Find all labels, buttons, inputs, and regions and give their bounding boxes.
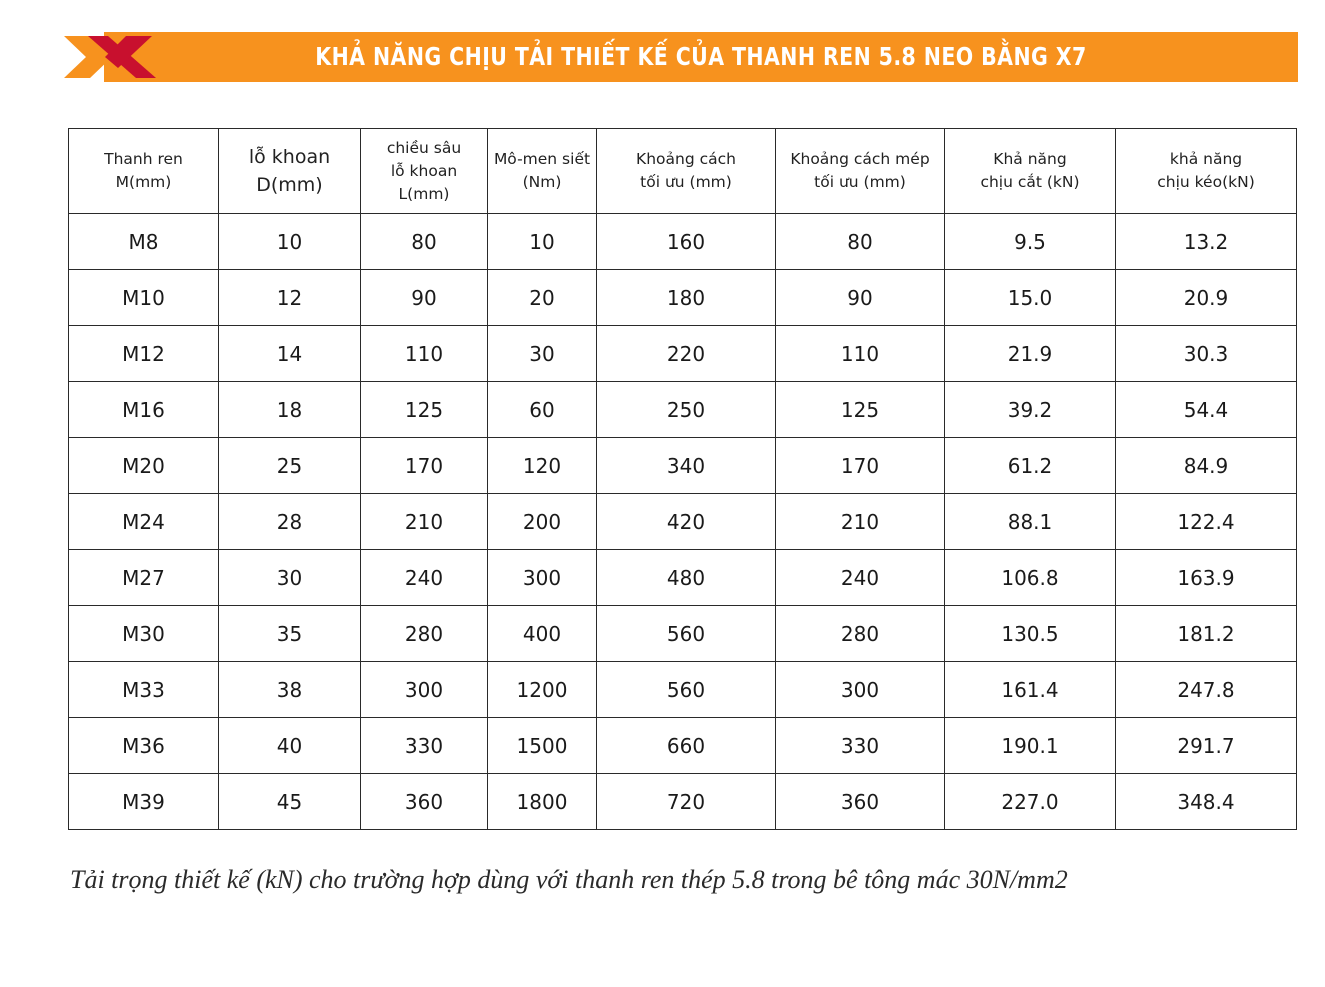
x7-brand-logo-icon [60,28,160,86]
column-header-line: L(mm) [398,184,450,203]
table-cell: 360 [361,774,488,830]
table-cell: 30 [219,550,361,606]
table-cell: 360 [776,774,945,830]
table-cell: M8 [69,214,219,270]
table-cell: 39.2 [945,382,1116,438]
table-cell: 90 [361,270,488,326]
column-header [945,129,1116,214]
table-cell: 220 [597,326,776,382]
table-row [69,438,1297,494]
table-cell: 291.7 [1116,718,1297,774]
table-cell: 247.8 [1116,662,1297,718]
table-cell: 18 [219,382,361,438]
table-cell: 13.2 [1116,214,1297,270]
table-cell: 160 [597,214,776,270]
column-header-line: lỗ khoan [248,146,331,168]
column-header-line: D(mm) [256,174,323,196]
table-cell: 10 [219,214,361,270]
table-cell: 45 [219,774,361,830]
table-row [69,270,1297,326]
column-header-line: M(mm) [115,173,172,191]
table-cell: 35 [219,606,361,662]
table-row [69,326,1297,382]
column-header [361,129,488,214]
table-cell: 14 [219,326,361,382]
table-cell: M39 [69,774,219,830]
table-cell: 227.0 [945,774,1116,830]
column-header-line: Khoảng cách [636,150,736,168]
table-cell: 54.4 [1116,382,1297,438]
table-cell: 90 [776,270,945,326]
table-cell: 210 [776,494,945,550]
table-cell: 420 [597,494,776,550]
table-cell: 125 [776,382,945,438]
table-cell: 161.4 [945,662,1116,718]
column-header-line: Khả năng [993,150,1067,168]
table-cell: M30 [69,606,219,662]
table-cell: 20.9 [1116,270,1297,326]
table-cell: 163.9 [1116,550,1297,606]
table-row [69,382,1297,438]
table-cell: 720 [597,774,776,830]
table-cell: 1800 [488,774,597,830]
table-cell: 560 [597,662,776,718]
column-header [488,129,597,214]
column-header [597,129,776,214]
table-cell: 61.2 [945,438,1116,494]
table-cell: M24 [69,494,219,550]
table-cell: 106.8 [945,550,1116,606]
column-header [776,129,945,214]
table-row [69,214,1297,270]
table-cell: 30 [488,326,597,382]
table-cell: M33 [69,662,219,718]
table-cell: 170 [361,438,488,494]
table-cell: 9.5 [945,214,1116,270]
column-header-line: lỗ khoan [390,161,458,180]
table-cell: 200 [488,494,597,550]
table-cell: 38 [219,662,361,718]
table-cell: 560 [597,606,776,662]
table-cell: 1200 [488,662,597,718]
table-cell: M20 [69,438,219,494]
table-cell: 60 [488,382,597,438]
table-cell: 110 [776,326,945,382]
table-cell: 88.1 [945,494,1116,550]
table-row [69,774,1297,830]
table-cell: M16 [69,382,219,438]
table-caption: Tải trọng thiết kế (kN) cho trường hợp dùng với thanh ren thép 5.8 trong bê tông mác 30N/mm2 [70,865,1068,894]
table-cell: 30.3 [1116,326,1297,382]
header-row [69,129,1297,214]
column-header [1116,129,1297,214]
table-cell: 240 [361,550,488,606]
table-cell: M10 [69,270,219,326]
table-cell: 330 [361,718,488,774]
table-row [69,718,1297,774]
column-header-line: Mô-men siết [493,150,591,168]
table-cell: 122.4 [1116,494,1297,550]
table-cell: 120 [488,438,597,494]
column-header-line: tối ưu (mm) [814,173,906,191]
column-header-line: chịu cắt (kN) [980,173,1080,191]
table-cell: M36 [69,718,219,774]
table-cell: 80 [361,214,488,270]
specs-table-container [68,128,1296,830]
table-cell: 15.0 [945,270,1116,326]
table-cell: 130.5 [945,606,1116,662]
table-cell: 300 [488,550,597,606]
column-header [69,129,219,214]
table-cell: 180 [597,270,776,326]
table-cell: 480 [597,550,776,606]
table-cell: 280 [361,606,488,662]
table-cell: 348.4 [1116,774,1297,830]
table-cell: 250 [597,382,776,438]
column-header [219,129,361,214]
table-cell: 20 [488,270,597,326]
column-header-line: khả năng [1169,150,1243,168]
table-cell: 12 [219,270,361,326]
table-body [69,214,1297,830]
table-cell: 80 [776,214,945,270]
table-cell: M12 [69,326,219,382]
page-title: KHẢ NĂNG CHỊU TẢI THIẾT KẾ CỦA THANH REN 5.8 NEO BẰNG X7 [315,42,1087,71]
table-cell: 240 [776,550,945,606]
table-cell: 190.1 [945,718,1116,774]
table-cell: 660 [597,718,776,774]
column-header-line: Thanh ren [104,150,183,168]
table-cell: 300 [361,662,488,718]
table-row [69,606,1297,662]
load-capacity-table [68,128,1297,830]
column-header-line: chiều sâu [386,138,462,157]
table-cell: 210 [361,494,488,550]
table-row [69,662,1297,718]
table-header [69,129,1297,214]
column-header-line: (Nm) [522,173,562,191]
column-header-line: chịu kéo(kN) [1157,173,1255,191]
table-cell: 28 [219,494,361,550]
table-cell: M27 [69,550,219,606]
table-cell: 280 [776,606,945,662]
table-cell: 110 [361,326,488,382]
table-cell: 400 [488,606,597,662]
table-cell: 10 [488,214,597,270]
column-header-line: tối ưu (mm) [640,173,732,191]
table-cell: 25 [219,438,361,494]
table-cell: 40 [219,718,361,774]
column-header-line: Khoảng cách mép [790,150,930,168]
table-cell: 170 [776,438,945,494]
table-cell: 181.2 [1116,606,1297,662]
table-cell: 84.9 [1116,438,1297,494]
table-cell: 340 [597,438,776,494]
table-cell: 300 [776,662,945,718]
table-row [69,494,1297,550]
table-cell: 330 [776,718,945,774]
table-cell: 1500 [488,718,597,774]
table-row [69,550,1297,606]
table-cell: 125 [361,382,488,438]
table-cell: 21.9 [945,326,1116,382]
